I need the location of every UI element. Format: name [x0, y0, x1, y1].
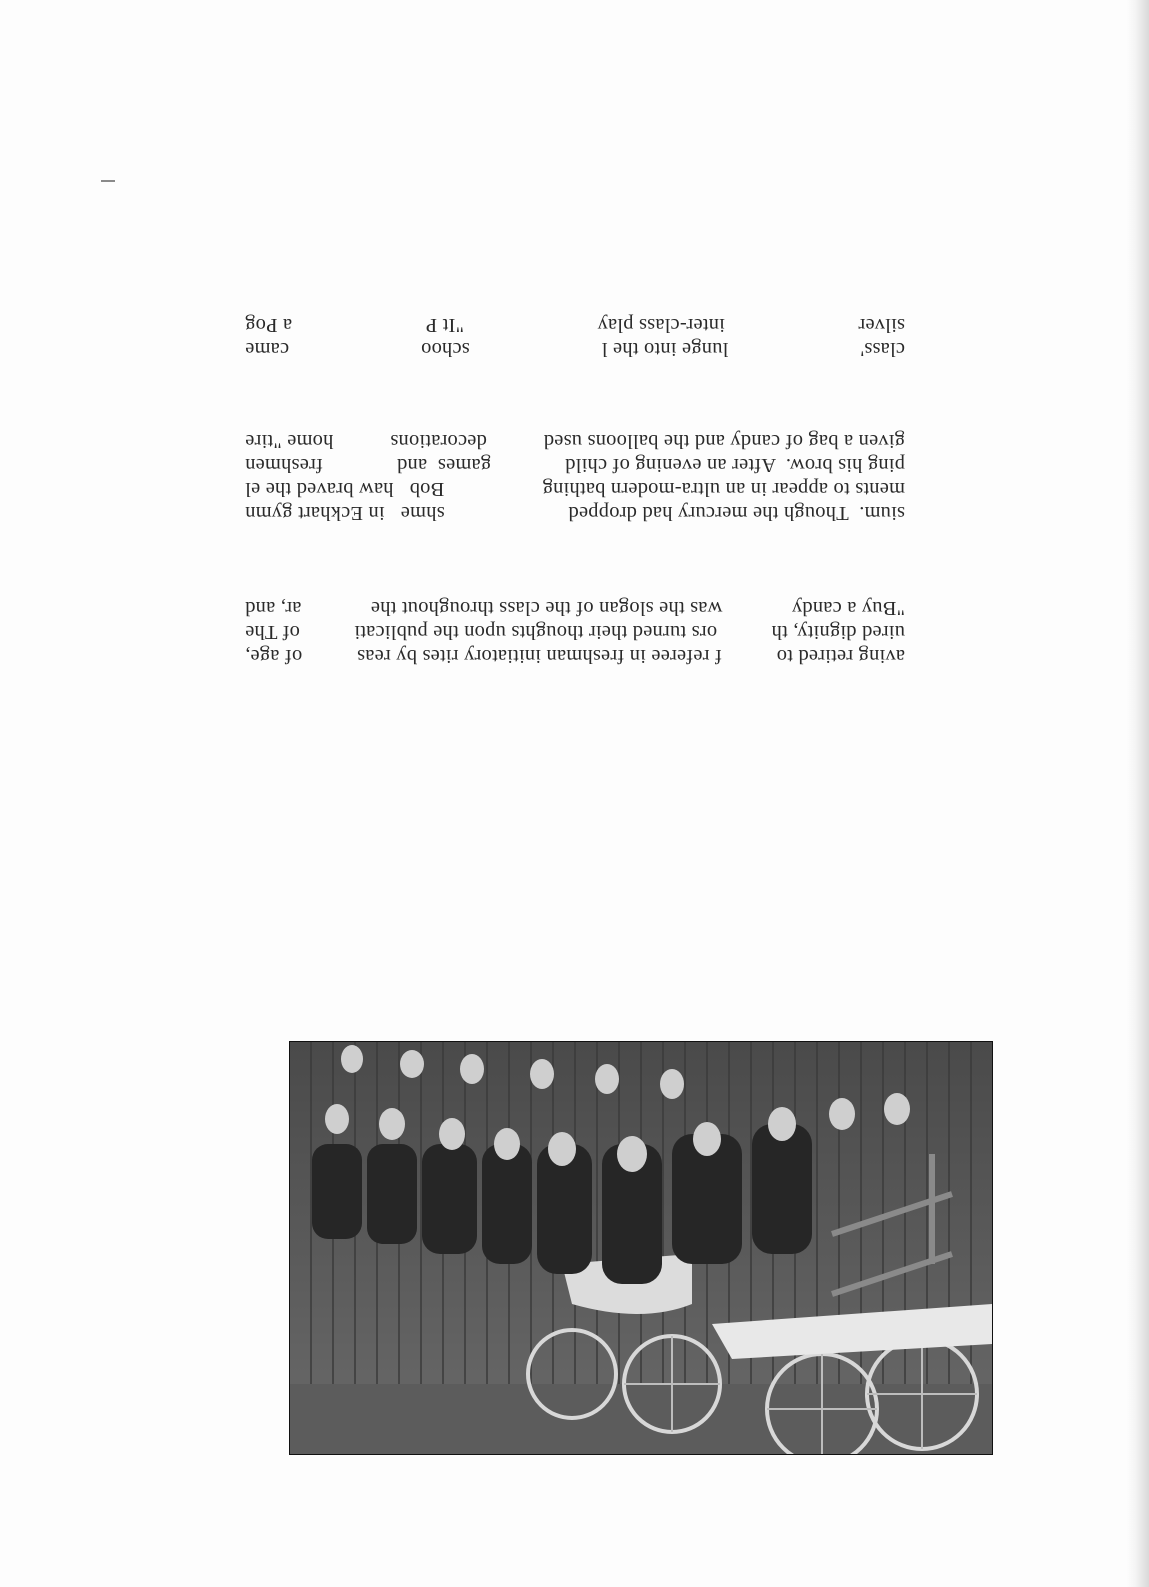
text-fragment: of The: [245, 621, 300, 643]
page-tick-mark: [101, 180, 115, 182]
text-fragment: was the slogan of the class throughout the: [370, 597, 723, 619]
text-fragment: lunge into the l: [601, 338, 729, 360]
text-line: [245, 477, 905, 501]
text-line: [245, 501, 905, 525]
text-fragment: inter-class play: [597, 314, 725, 336]
text-line: [245, 313, 905, 337]
text-fragment: "Buy a candy: [791, 597, 905, 619]
text-fragment: sium. Though the mercury had dropped: [568, 502, 905, 524]
text-fragment: ar, and: [245, 597, 302, 619]
text-line: [245, 337, 905, 361]
text-fragment: ping his brow. After an evening of child: [565, 454, 905, 476]
text-fragment: games and: [396, 454, 492, 476]
text-line: [245, 620, 905, 644]
group-photo-image: [290, 1042, 992, 1454]
paragraph-class-play: [245, 313, 905, 361]
text-fragment: home "tire: [245, 430, 334, 452]
text-fragment: of age,: [245, 645, 303, 667]
text-fragment: a Pog: [245, 314, 293, 336]
text-fragment: given a bag of candy and the balloons used: [543, 430, 905, 452]
text-fragment: uired dignity, th: [771, 621, 905, 643]
text-fragment: ors turned their thoughts upon the publicati: [354, 621, 718, 643]
text-fragment: f referee in freshman initiatory rites by reas: [356, 645, 722, 667]
group-photo: [289, 1041, 993, 1455]
text-fragment: aving retired to: [776, 645, 905, 667]
text-fragment: shme in Eckhart gymn: [245, 502, 445, 524]
text-fragment: freshmen: [245, 454, 323, 476]
text-line: [245, 596, 905, 620]
text-fragment: schoo: [420, 338, 470, 360]
text-fragment: class': [860, 338, 905, 360]
text-line: [245, 429, 905, 453]
text-line: [245, 453, 905, 477]
text-fragment: Bob haw braved the el: [245, 478, 445, 500]
paragraph-intro: [245, 596, 905, 668]
text-fragment: came: [245, 338, 290, 360]
text-fragment: silver: [858, 314, 905, 336]
text-fragment: decorations: [390, 430, 487, 452]
text-fragment: "It P: [425, 314, 464, 336]
text-fragment: ments to appear in an ultra-modern bathing: [542, 478, 905, 500]
text-line: [245, 644, 905, 668]
paragraph-gym-party: [245, 429, 905, 525]
page-binding-edge: [1127, 0, 1149, 1587]
